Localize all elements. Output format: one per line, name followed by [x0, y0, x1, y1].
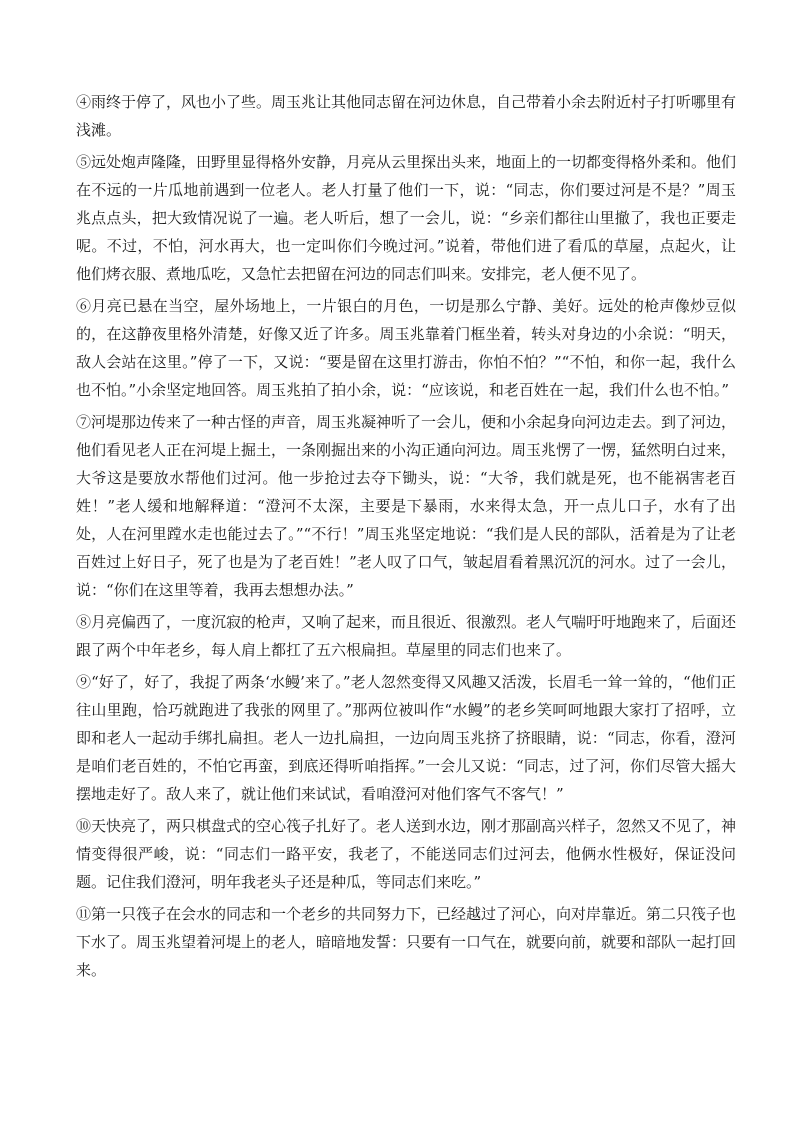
paragraph-9: ⑨“好了，好了，我捉了两条‘水鳗’来了。”老人忽然变得又风趣又活泼，长眉毛一耸一耸的，“他们正往山里跑，恰巧就跑进了我张的网里了。”那两位被叫作“水鳗”的老乡笑呵呵地跟大家打了招呼，立即和老人一起动手绑扎扁担。老人一边扎扁担，一边向周玉兆挤了挤眼睛，说：“同志，你看，澄河是咱们老百姓的，不怕它再蛮，到底还得听咱指挥。”一会儿又说：“同志，过了河，你们尽管大摇大摆地走好了。敌人来了，就让他们来试试，看咱澄河对他们客气不客气！”	[76, 673, 736, 803]
article-body	[76, 88, 736, 988]
paragraph-4: ④雨终于停了，风也小了些。周玉兆让其他同志留在河边休息，自己带着小余去附近村子打听哪里有浅滩。	[76, 93, 737, 139]
paragraph-10: ⑩天快亮了，两只棋盘式的空心筏子扎好了。老人送到水边，刚才那副高兴样子，忽然又不见了，神情变得很严峻，说：“同志们一路平安，我老了，不能送同志们过河去，他俩水性极好，保证没问题。记住我们澄河，明年我老头子还是种瓜，等同志们来吃。”	[76, 817, 737, 891]
paragraph-8: ⑧月亮偏西了，一度沉寂的枪声，又响了起来，而且很近、很激烈。老人气喘吁吁地跑来了，后面还跟了两个中年老乡，每人肩上都扛了五六根扁担。草屋里的同志们也来了。	[76, 613, 737, 659]
paragraph-5: ⑤远处炮声隆隆，田野里显得格外安静，月亮从云里探出头来，地面上的一切都变得格外柔和。他们在不远的一片瓜地前遇到一位老人。老人打量了他们一下，说：“同志，你们要过河是不是？”周玉兆点点头，把大致情况说了一遍。老人听后，想了一会儿，说：“乡亲们都往山里撤了，我也正要走呢。不过，不怕，河水再大，也一定叫你们今晚过河。”说着，带他们进了看瓜的草屋，点起火，让他们烤衣服、煮地瓜吃，又急忙去把留在河边的同志们叫来。安排完，老人便不见了。	[76, 153, 737, 283]
paragraph-7: ⑦河堤那边传来了一种古怪的声音，周玉兆凝神听了一会儿，便和小余起身向河边走去。到了河边，他们看见老人正在河堤上掘土，一条刚掘出来的小沟正通向河边。周玉兆愣了一愣，猛然明白过来，大爷这是要放水帮他们过河。他一步抢过去夺下锄头，说：“大爷，我们就是死，也不能祸害老百姓！”老人缓和地解释道：“澄河不太深，主要是下暴雨，水来得太急，开一点儿口子，水有了出处，人在河里蹚水走也能过去了。”“不行！”周玉兆坚定地说：“我们是人民的部队，活着是为了让老百姓过上好日子，死了也是为了老百姓！”老人叹了口气，皱起眉看着黑沉沉的河水。过了一会儿，说：“你们在这里等着，我再去想想办法。”	[76, 413, 737, 599]
paragraph-6: ⑥月亮已悬在当空，屋外场地上，一片银白的月色，一切是那么宁静、美好。远处的枪声像炒豆似的，在这静夜里格外清楚，好像又近了许多。周玉兆靠着门框坐着，转头对身边的小余说：“明天，敌人会站在这里。”停了一下，又说：“要是留在这里打游击，你怕不怕？”“不怕，和你一起，我什么也不怕。”小余坚定地回答。周玉兆拍了拍小余，说：“应该说，和老百姓在一起，我们什么也不怕。”	[76, 297, 736, 399]
paragraph-11: ⑪第一只筏子在会水的同志和一个老乡的共同努力下，已经越过了河心，向对岸靠近。第二只筏子也下水了。周玉兆望着河堤上的老人，暗暗地发誓：只要有一口气在，就要向前，就要和部队一起打回来。	[76, 905, 737, 979]
